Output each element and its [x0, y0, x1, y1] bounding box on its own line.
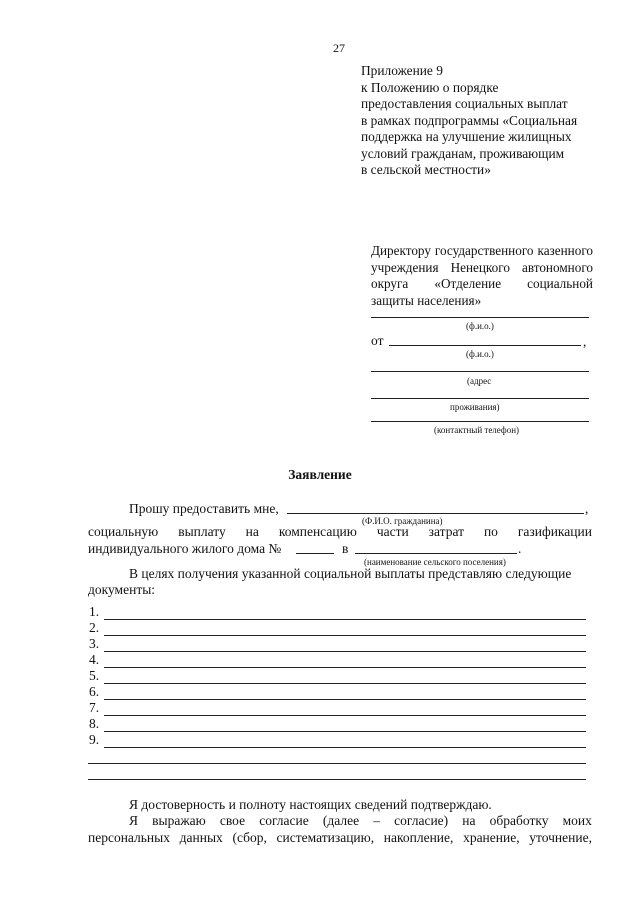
- request-comma: ,: [585, 501, 589, 516]
- address-line-2[interactable]: [371, 398, 589, 399]
- house-number-label: индивидуального жилого дома №: [88, 541, 282, 556]
- document-line[interactable]: [104, 619, 586, 620]
- word: моих: [562, 813, 592, 828]
- document-line[interactable]: [104, 635, 586, 636]
- request-period: .: [518, 541, 522, 556]
- document-line-extra[interactable]: [88, 779, 586, 780]
- applicant-name-line[interactable]: [389, 345, 581, 346]
- document-number: 9.: [89, 732, 100, 747]
- word: уточнение,: [529, 830, 592, 845]
- appendix-line: к Положению о порядке: [361, 79, 499, 95]
- word: части: [376, 524, 409, 539]
- fio-label: (ф.и.о.): [466, 349, 494, 359]
- citizen-name-line[interactable]: [287, 513, 584, 514]
- word: систематизацию,: [276, 830, 375, 845]
- word: Я: [129, 813, 139, 828]
- word: по: [483, 524, 498, 539]
- document-line[interactable]: [104, 731, 586, 732]
- document-number: 3.: [89, 636, 100, 651]
- addressee: Директору государственного казенного учреждения Ненецкого автономного округа «Отделение социальной защиты населения»: [371, 243, 593, 308]
- address-label: (адрес: [467, 376, 492, 386]
- word: (сбор,: [232, 830, 267, 845]
- page-number: 27: [333, 41, 345, 55]
- house-number-line[interactable]: [296, 553, 334, 554]
- settlement-line[interactable]: [355, 553, 517, 554]
- consent-line-2: [88, 830, 592, 846]
- appendix-line: условий гражданам, проживающим: [361, 145, 565, 161]
- document-number: 5.: [89, 668, 100, 683]
- word: компенсацию: [278, 524, 357, 539]
- word: (далее: [322, 813, 360, 828]
- document-number: 7.: [89, 700, 100, 715]
- from-comma: ,: [583, 334, 587, 349]
- word: выражаю: [152, 813, 206, 828]
- document-number: 6.: [89, 684, 100, 699]
- word: свое: [219, 813, 246, 828]
- word: персональных: [88, 830, 170, 845]
- word: накопление,: [383, 830, 454, 845]
- recipient-name-line[interactable]: [371, 317, 589, 318]
- request-prefix: Прошу предоставить мне,: [129, 501, 279, 516]
- word: газификации: [517, 524, 592, 539]
- word: данных: [179, 830, 223, 845]
- residence-label: проживания): [450, 402, 500, 412]
- confirmation-text: Я достоверность и полноту настоящих сведений подтверждаю.: [129, 797, 492, 812]
- document-line[interactable]: [104, 699, 586, 700]
- document-number: 8.: [89, 716, 100, 731]
- settlement-label: (наименование сельского поселения): [364, 557, 506, 567]
- from-label: от: [371, 333, 384, 348]
- phone-line[interactable]: [371, 421, 589, 422]
- in-label: в: [342, 541, 349, 556]
- word: –: [373, 813, 380, 828]
- document-title: Заявление: [288, 467, 352, 482]
- word: обработку: [489, 813, 549, 828]
- word: согласие: [259, 813, 309, 828]
- document-line[interactable]: [104, 747, 586, 748]
- document-line[interactable]: [104, 667, 586, 668]
- word: на: [462, 813, 476, 828]
- address-line-1[interactable]: [371, 371, 589, 372]
- appendix-line: Приложение 9: [361, 63, 443, 78]
- document-number: 2.: [89, 620, 100, 635]
- document-line-extra[interactable]: [88, 763, 586, 764]
- document-line[interactable]: [104, 683, 586, 684]
- word: хранение,: [463, 830, 520, 845]
- word: на: [245, 524, 259, 539]
- documents-intro: В целях получения указанной социальной выплаты представляю следующие: [129, 566, 572, 581]
- document-number: 1.: [89, 604, 100, 619]
- document-line[interactable]: [104, 715, 586, 716]
- word: выплату: [178, 524, 226, 539]
- word: затрат: [428, 524, 464, 539]
- request-line-2: [88, 524, 592, 540]
- word: социальную: [88, 524, 159, 539]
- citizen-label: (Ф.И.О. гражданина): [362, 516, 443, 526]
- word: согласие): [394, 813, 449, 828]
- appendix-block: [361, 63, 577, 179]
- fio-label: (ф.и.о.): [466, 321, 494, 331]
- appendix-line: предоставления социальных выплат: [361, 96, 568, 111]
- documents-intro-2: документы:: [88, 582, 156, 597]
- appendix-line: в рамках подпрограммы «Социальная: [361, 112, 578, 128]
- document-number: 4.: [89, 652, 100, 667]
- phone-label: (контактный телефон): [434, 425, 520, 435]
- appendix-line: поддержка на улучшение жилищных: [361, 129, 572, 144]
- document-line[interactable]: [104, 651, 586, 652]
- appendix-line: в сельской местности»: [361, 162, 491, 177]
- consent-line-1: [129, 813, 592, 829]
